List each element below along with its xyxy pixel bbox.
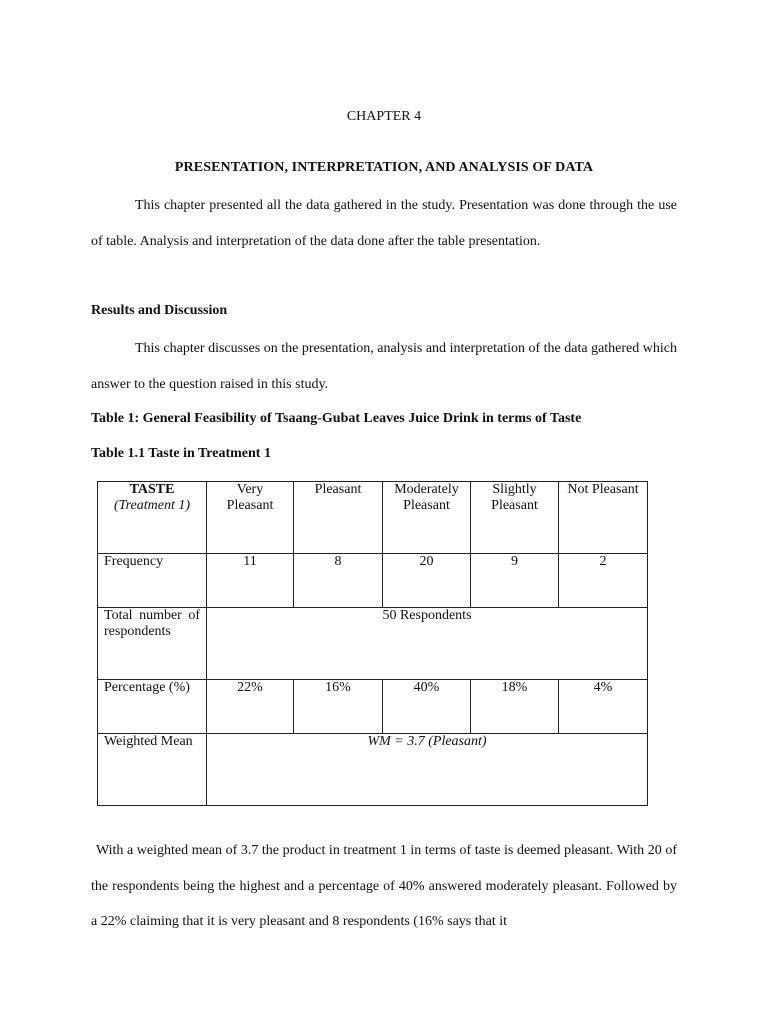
header-cell: Very Pleasant <box>207 482 294 554</box>
header-cell-taste <box>98 482 207 554</box>
row-label: Frequency <box>98 554 207 608</box>
table-cell: 40% <box>383 680 471 734</box>
table-cell: 4% <box>559 680 648 734</box>
discussion-paragraph-text: With a weighted mean of 3.7 the product in treatment 1 in terms of taste is deemed pleasant. With 20 of the respondents being the highest and a percentage of 40% answered moderately pleasant. Followed by a 22% claiming that it is very pleasant and 8 respondents (16% says that it <box>91 843 677 929</box>
intro-paragraph <box>91 188 677 259</box>
table-caption: Table 1: General Feasibility of Tsaang-Gubat Leaves Juice Drink in terms of Taste <box>91 411 582 426</box>
frequency-row <box>98 554 648 608</box>
section-paragraph-text: This chapter discusses on the presentation, analysis and interpretation of the data gathered which answer to the question raised in this study. <box>91 341 677 392</box>
chapter-label: CHAPTER 4 <box>346 109 422 124</box>
percentage-row <box>98 680 648 734</box>
table-cell: 20 <box>383 554 471 608</box>
weighted-mean-value-cell: WM = 3.7 (Pleasant) <box>207 734 648 806</box>
subtable-caption: Table 1.1 Taste in Treatment 1 <box>91 446 271 461</box>
header-cell: Moderately Pleasant <box>383 482 471 554</box>
table-cell: 11 <box>207 554 294 608</box>
row-label: Weighted Mean <box>98 734 207 806</box>
total-row <box>98 608 648 680</box>
row-label: Percentage (%) <box>98 680 207 734</box>
chapter-title: PRESENTATION, INTERPRETATION, AND ANALYSIS OF DATA <box>174 160 594 175</box>
discussion-paragraph <box>91 833 677 940</box>
table-cell: 8 <box>294 554 383 608</box>
table-cell: 9 <box>471 554 559 608</box>
table-header-row <box>98 482 648 554</box>
table-cell: 2 <box>559 554 648 608</box>
row-label: Total number of respondents <box>98 608 207 680</box>
section-paragraph <box>91 331 677 402</box>
table-cell: 18% <box>471 680 559 734</box>
header-cell: Slightly Pleasant <box>471 482 559 554</box>
taste-table <box>97 481 648 806</box>
header-cell: Pleasant <box>294 482 383 554</box>
header-treatment-label: (Treatment 1) <box>113 498 191 513</box>
table-cell: 22% <box>207 680 294 734</box>
header-taste-label: TASTE <box>129 482 175 497</box>
weighted-mean-row <box>98 734 648 806</box>
section-heading: Results and Discussion <box>91 303 228 318</box>
intro-paragraph-text: This chapter presented all the data gathered in the study. Presentation was done through the use of table. Analysis and interpretation of the data done after the table presentation. <box>91 198 677 249</box>
total-value-cell: 50 Respondents <box>207 608 648 680</box>
header-cell: Not Pleasant <box>559 482 648 554</box>
table-cell: 16% <box>294 680 383 734</box>
